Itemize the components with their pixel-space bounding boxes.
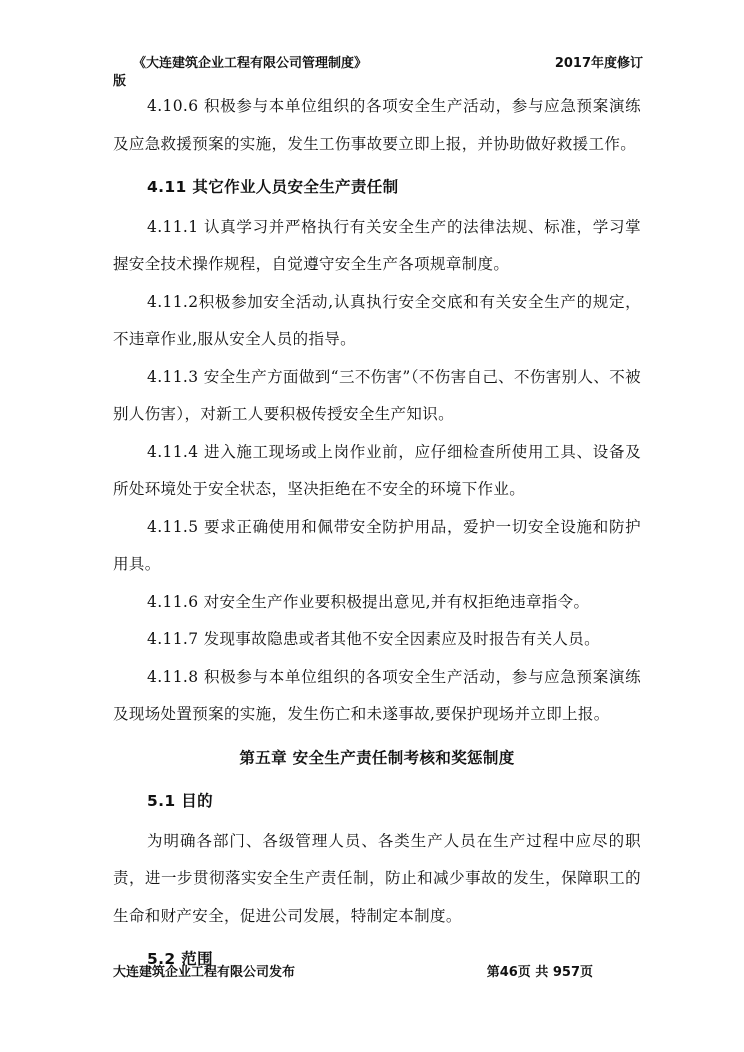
paragraph-4-11-1: 4.11.1 认真学习并严格执行有关安全生产的法律法规、标准，学习掌握安全技术操作规程，自觉遵守安全生产各项规章制度。: [113, 217, 641, 273]
publisher-label: 大连建筑企业工程有限公司发布: [113, 965, 296, 980]
document-body: [113, 88, 641, 981]
paragraph-4-11-8: 4.11.8 积极参与本单位组织的各项安全生产活动，参与应急预案演练及现场处置预案的实施，发生伤亡和未遂事故,要保护现场并立即上报。: [113, 667, 641, 723]
edition-label-wrap: 版: [113, 74, 127, 89]
paragraph-4-11-7: 4.11.7 发现事故隐患或者其他不安全因素应及时报告有关人员。: [147, 630, 600, 648]
document-title: 《大连建筑企业工程有限公司管理制度》: [133, 56, 368, 71]
paragraph-4-11-6: 4.11.6 对安全生产作业要积极提出意见,并有权拒绝违章指令。: [147, 592, 590, 611]
chapter-heading-5: 第五章 安全生产责任制考核和奖惩制度: [239, 748, 515, 767]
paragraph-5-1: 为明确各部门、各级管理人员、各类生产人员在生产过程中应尽的职责，进一步贯彻落实安全生产责任制，防止和减少事故的发生，保障职工的生命和财产安全，促进公司发展，特制定本制度。: [113, 831, 641, 925]
paragraph-4-10-6: 4.10.6 积极参与本单位组织的各项安全生产活动，参与应急预案演练及应急救援预案的实施，发生工伤事故要立即上报，并协助做好救援工作。: [113, 97, 641, 153]
paragraph-4-11-4: 4.11.4 进入施工现场或上岗作业前，应仔细检查所使用工具、设备及所处环境处于安全状态，坚决拒绝在不安全的环境下作业。: [113, 442, 641, 498]
section-heading-5-2: 5.2 范围: [147, 950, 213, 968]
paragraph-4-11-3: 4.11.3 安全生产方面做到“三不伤害”（不伤害自己、不伤害别人、不被别人伤害），对新工人要积极传授安全生产知识。: [113, 367, 641, 423]
edition-label: 2017年度修订: [554, 56, 643, 71]
paragraph-4-11-5: 4.11.5 要求正确使用和佩带安全防护用品，爱护一切安全设施和防护用具。: [113, 517, 641, 573]
paragraph-4-11-2: 4.11.2积极参加安全活动,认真执行安全交底和有关安全生产的规定，不违章作业,服从安全人员的指导。: [113, 292, 641, 348]
section-heading-5-1: 5.1 目的: [147, 792, 213, 810]
page-number: 第46页 共 957页: [486, 965, 593, 980]
section-heading-4-11: 4.11 其它作业人员安全生产责任制: [147, 178, 399, 196]
